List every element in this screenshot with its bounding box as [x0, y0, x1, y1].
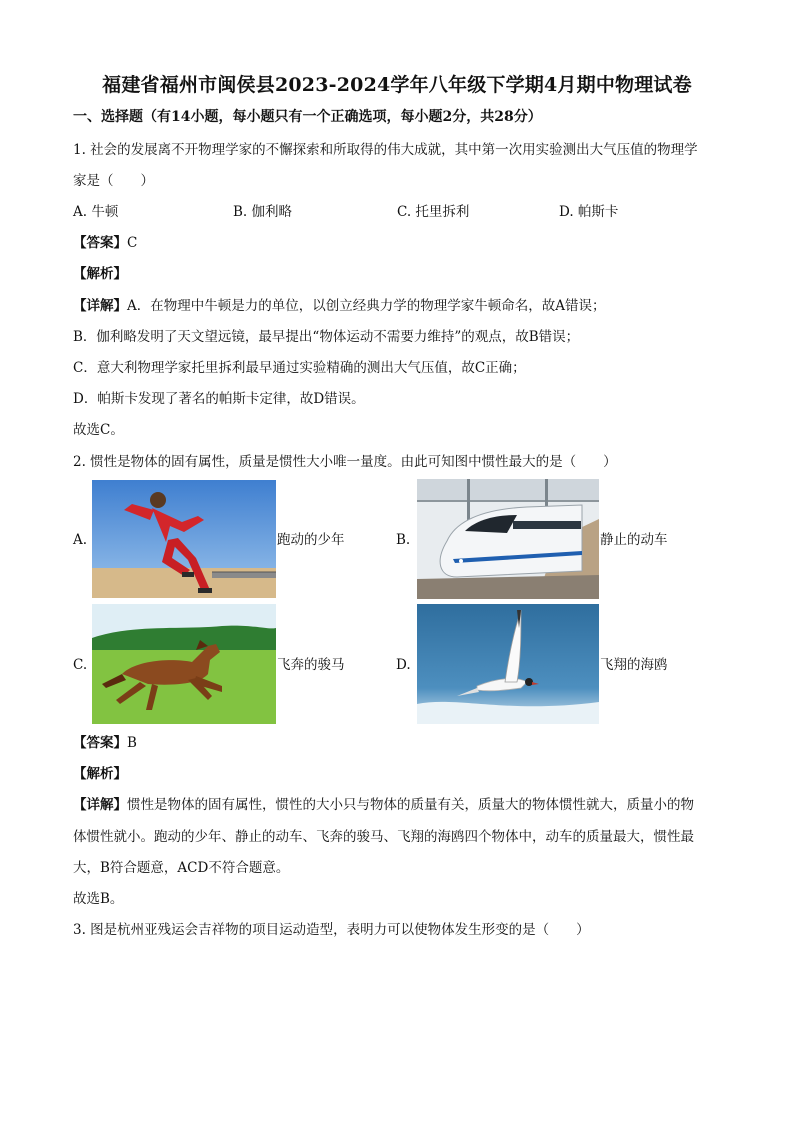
answer-tag: 【答案】: [73, 235, 127, 251]
detail-tag: 【详解】: [73, 797, 127, 813]
q2-conclusion: 故选B。: [73, 891, 124, 907]
section-heading: 一、选择题（有14小题，每小题只有一个正确选项，每小题2分，共28分）: [73, 109, 542, 125]
q2-option-c-label: 飞奔的骏马: [277, 657, 345, 673]
answer-tag: 【答案】: [73, 735, 127, 751]
q2-detail-line1: [73, 796, 694, 814]
q1-option-b: B. 伽利略: [233, 204, 293, 220]
q2-option-c-letter: C.: [73, 657, 88, 673]
detail-text: A．在物理中牛顿是力的单位，以创立经典力学的物理学家牛顿命名，故A错误；: [127, 298, 606, 314]
answer-value: C: [127, 235, 138, 251]
detail-tag: 【详解】: [73, 298, 127, 314]
bullet-train-photo-icon: [417, 479, 599, 599]
q1-stem-line2: 家是（ ）: [73, 173, 154, 189]
q1-option-d: D. 帕斯卡: [559, 204, 619, 220]
flying-seagull-photo-icon: [417, 604, 599, 724]
q2-option-a-label: 跑动的少年: [277, 532, 345, 548]
q1-detail-line1: [73, 297, 606, 315]
q2-option-b-label: 静止的动车: [600, 532, 668, 548]
q1-detail-line4: D．帕斯卡发现了著名的帕斯卡定律，故D错误。: [73, 391, 365, 407]
q2-detail-line3: 大，B符合题意，ACD不符合题意。: [73, 860, 290, 876]
q2-analysis-tag: 【解析】: [73, 766, 127, 782]
q2-option-b-letter: B.: [396, 532, 411, 548]
q2-stem: 2. 惯性是物体的固有属性，质量是惯性大小唯一量度。由此可知图中惯性最大的是（ ）: [73, 454, 617, 470]
page-title: 福建省福州市闽侯县2023-2024学年八年级下学期4月期中物理试卷: [102, 74, 692, 96]
q2-option-d-label: 飞翔的海鸥: [600, 657, 668, 673]
q1-option-a: A. 牛顿: [73, 204, 119, 220]
q2-option-a-letter: A.: [73, 532, 88, 548]
running-boy-photo-icon: [92, 480, 276, 598]
q2-answer: [73, 734, 137, 752]
q1-conclusion: 故选C。: [73, 422, 124, 438]
detail-text: 惯性是物体的固有属性，惯性的大小只与物体的质量有关，质量大的物体惯性就大，质量小的物: [127, 797, 694, 813]
q1-analysis-tag: 【解析】: [73, 266, 127, 282]
q3-stem: 3. 图是杭州亚残运会吉祥物的项目运动造型，表明力可以使物体发生形变的是（ ）: [73, 922, 590, 938]
q1-option-c: C. 托里拆利: [397, 204, 470, 220]
q1-detail-line3: C．意大利物理学家托里拆利最早通过实验精确的测出大气压值，故C正确；: [73, 360, 526, 376]
q2-detail-line2: 体惯性就小。跑动的少年、静止的动车、飞奔的骏马、飞翔的海鸥四个物体中，动车的质量最大，惯性最: [73, 829, 694, 845]
q2-option-d-letter: D.: [396, 657, 411, 673]
q1-detail-line2: B．伽利略发明了天文望远镜，最早提出“物体运动不需要力维持”的观点，故B错误；: [73, 329, 580, 345]
q1-stem-line1: 1. 社会的发展离不开物理学家的不懈探索和所取得的伟大成就，其中第一次用实验测出大气压值的物理学: [73, 142, 698, 158]
q1-answer: [73, 234, 137, 252]
answer-value: B: [127, 735, 137, 751]
galloping-horse-photo-icon: [92, 604, 276, 724]
